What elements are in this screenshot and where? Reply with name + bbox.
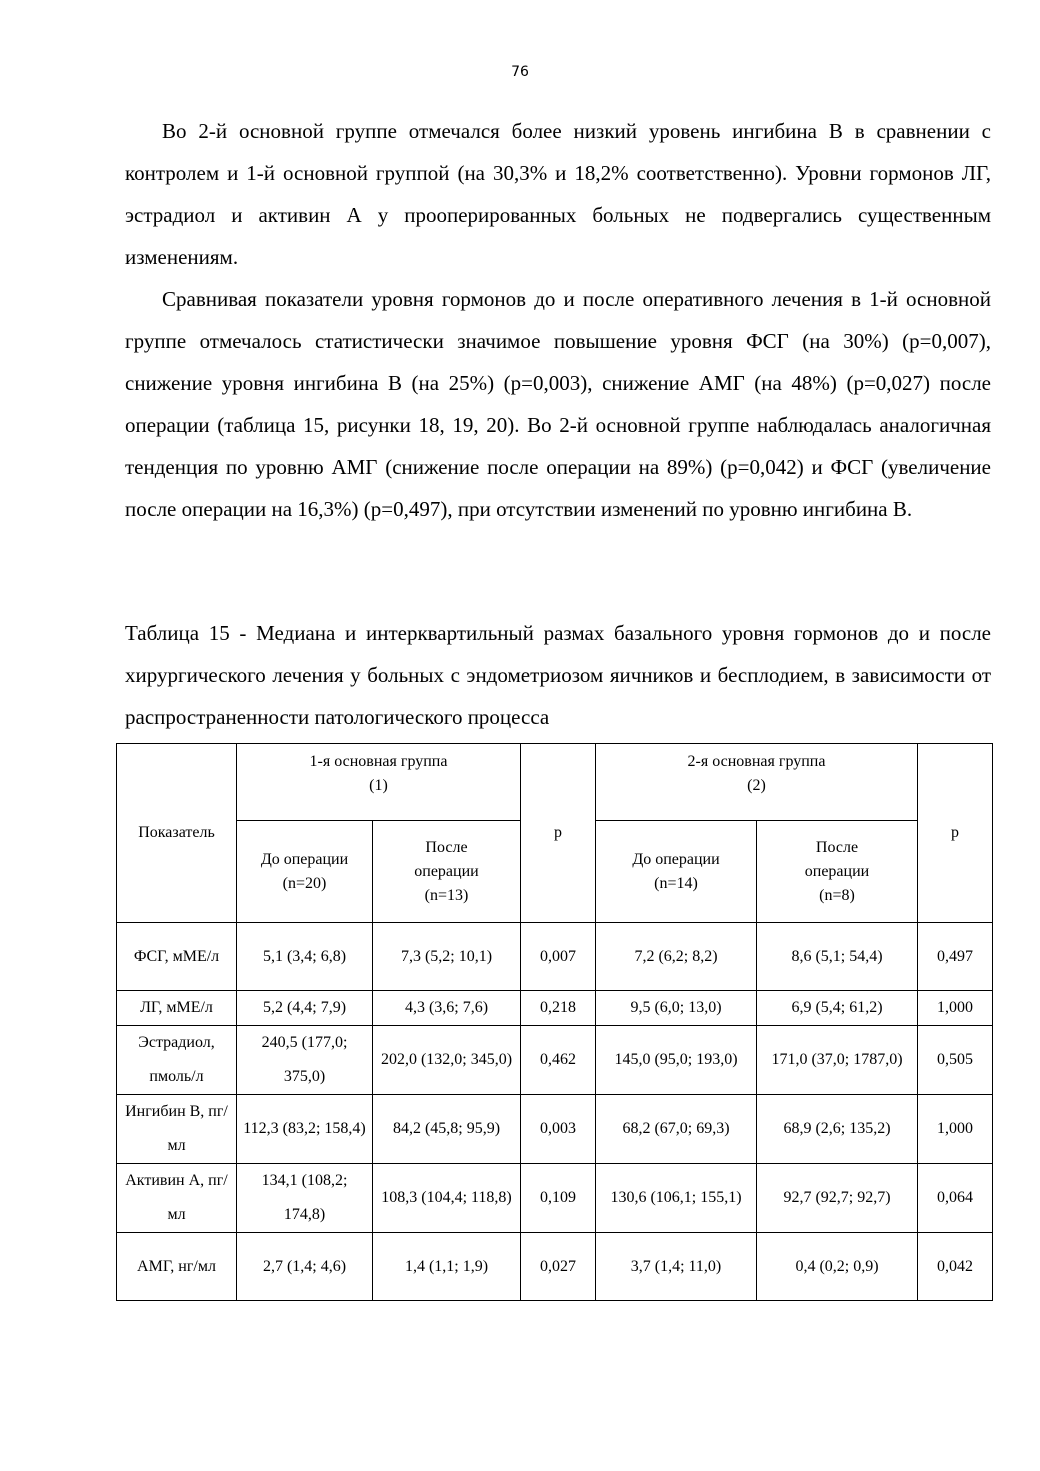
header-group-2 <box>596 744 918 821</box>
table-row <box>117 1233 993 1301</box>
header-text: До операции <box>260 850 349 868</box>
cell-p2: 0,042 <box>918 1233 993 1301</box>
header-text: (n=13) <box>424 886 469 904</box>
cell-g1-after: 84,2 (45,8; 95,9) <box>373 1095 521 1164</box>
header-text: операции <box>414 862 479 880</box>
header-indicator: Показатель <box>117 744 237 923</box>
cell-p1: 0,003 <box>521 1095 596 1164</box>
cell-g1-before: 240,5 (177,0; 375,0) <box>237 1026 373 1095</box>
paragraph: Во 2-й основной группе отмечался более низкий уровень ингибина В в сравнении с контролем и 1-й основной группой (на 30,3% и 18,2% соответственно). Уровни гормонов ЛГ, эстрадиол и активин А у прооперированных больных не подвергались существенным изменениям. <box>125 119 991 269</box>
cell-g2-before: 9,5 (6,0; 13,0) <box>596 991 757 1026</box>
cell-p2: 0,064 <box>918 1164 993 1233</box>
cell-g2-after: 68,9 (2,6; 135,2) <box>757 1095 918 1164</box>
header-text: (n=20) <box>282 874 327 892</box>
body-text <box>125 110 991 530</box>
cell-g1-after: 202,0 (132,0; 345,0) <box>373 1026 521 1095</box>
header-text: операции <box>804 862 870 880</box>
cell-p1: 0,462 <box>521 1026 596 1095</box>
cell-g1-before: 5,2 (4,4; 7,9) <box>237 991 373 1026</box>
header-text: (n=8) <box>819 886 855 904</box>
cell-g1-after: 108,3 (104,4; 118,8) <box>373 1164 521 1233</box>
cell-g2-after: 92,7 (92,7; 92,7) <box>757 1164 918 1233</box>
cell-g1-after: 4,3 (3,6; 7,6) <box>373 991 521 1026</box>
table-row <box>117 923 993 991</box>
row-name: Ингибин В, пг/мл <box>117 1095 237 1164</box>
cell-g1-before: 5,1 (3,4; 6,8) <box>237 923 373 991</box>
cell-p2: 0,497 <box>918 923 993 991</box>
cell-p1: 0,007 <box>521 923 596 991</box>
header-text: (n=14) <box>654 874 698 892</box>
header-group-2-number: (2) <box>747 777 766 794</box>
cell-g2-after: 0,4 (0,2; 0,9) <box>757 1233 918 1301</box>
table-header-row <box>117 744 993 821</box>
cell-g2-before: 130,6 (106,1; 155,1) <box>596 1164 757 1233</box>
header-p-2: p <box>918 744 993 923</box>
cell-g2-before: 68,2 (67,0; 69,3) <box>596 1095 757 1164</box>
header-g1-before <box>237 821 373 923</box>
paragraph: Сравнивая показатели уровня гормонов до и после оперативного лечения в 1-й основной группе отмечалось статистически значимое повышение уровня ФСГ (на 30%) (p=0,007), снижение уровня ингибина В (на 25%) (p=0,003), снижение АМГ (на 48%) (p=0,027) после операции (таблица 15, рисунки 18, 19, 20). Во 2-й основной группе наблюдалась аналогичная тенденция по уровню АМГ (снижение после операции на 89%) (p=0,042) и ФСГ (увеличение после операции на 16,3%) (p=0,497), при отсутствии изменений по уровню ингибина В. <box>125 287 991 521</box>
table-caption: Таблица 15 - Медиана и интерквартильный размах базального уровня гормонов до и после хирургического лечения у больных с эндометриозом яичников и бесплодием, в зависимости от распространенности патологического процесса <box>125 621 991 729</box>
cell-g2-before: 7,2 (6,2; 8,2) <box>596 923 757 991</box>
cell-p1: 0,218 <box>521 991 596 1026</box>
header-g2-before <box>596 821 757 923</box>
cell-g2-after: 171,0 (37,0; 1787,0) <box>757 1026 918 1095</box>
header-group-1-number: (1) <box>369 777 388 794</box>
table-row <box>117 1164 993 1233</box>
cell-p1: 0,109 <box>521 1164 596 1233</box>
cell-g2-before: 145,0 (95,0; 193,0) <box>596 1026 757 1095</box>
header-g2-after <box>757 821 918 923</box>
cell-g1-before: 134,1 (108,2; 174,8) <box>237 1164 373 1233</box>
page-number: 76 <box>511 64 529 80</box>
cell-g1-after: 7,3 (5,2; 10,1) <box>373 923 521 991</box>
hormone-table <box>116 743 993 1301</box>
row-name: Эстрадиол, пмоль/л <box>117 1026 237 1095</box>
table-row <box>117 1095 993 1164</box>
cell-p2: 1,000 <box>918 1095 993 1164</box>
row-name: ФСГ, мМЕ/л <box>117 923 237 991</box>
cell-p2: 1,000 <box>918 991 993 1026</box>
row-name: ЛГ, мМЕ/л <box>117 991 237 1026</box>
cell-p1: 0,027 <box>521 1233 596 1301</box>
cell-g2-after: 8,6 (5,1; 54,4) <box>757 923 918 991</box>
row-name: Активин А, пг/мл <box>117 1164 237 1233</box>
header-group-1 <box>237 744 521 821</box>
row-name: АМГ, нг/мл <box>117 1233 237 1301</box>
header-group-2-title: 2-я основная группа <box>687 753 826 770</box>
header-text: После <box>815 838 859 856</box>
cell-g2-after: 6,9 (5,4; 61,2) <box>757 991 918 1026</box>
table-row <box>117 991 993 1026</box>
cell-g1-before: 2,7 (1,4; 4,6) <box>237 1233 373 1301</box>
header-p-1: p <box>521 744 596 923</box>
table-row <box>117 1026 993 1095</box>
cell-p2: 0,505 <box>918 1026 993 1095</box>
cell-g1-before: 112,3 (83,2; 158,4) <box>237 1095 373 1164</box>
header-group-1-title: 1-я основная группа <box>309 753 448 770</box>
header-text: После <box>425 838 468 856</box>
header-text: До операции <box>632 850 720 868</box>
header-g1-after <box>373 821 521 923</box>
cell-g2-before: 3,7 (1,4; 11,0) <box>596 1233 757 1301</box>
cell-g1-after: 1,4 (1,1; 1,9) <box>373 1233 521 1301</box>
